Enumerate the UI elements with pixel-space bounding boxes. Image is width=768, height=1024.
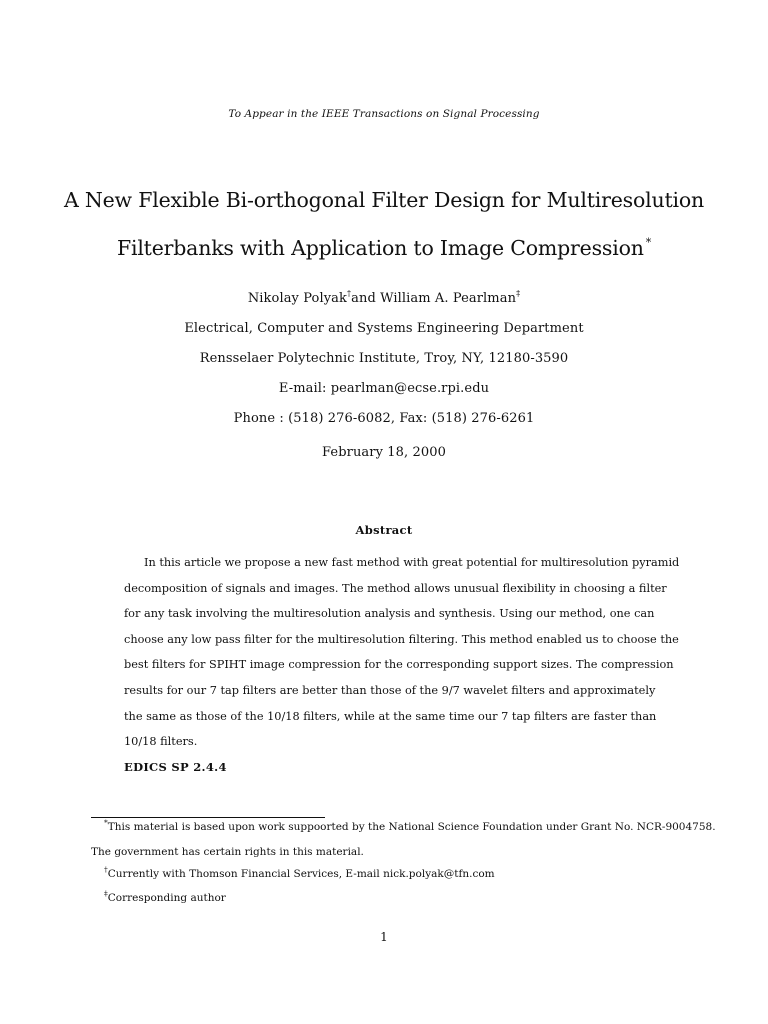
author-connector: and William A. Pearlman: [351, 291, 517, 306]
abstract-line: decomposition of signals and images. The method allows unusual flexibility in choosing a filter: [124, 582, 667, 595]
abstract-line: for any task involving the multiresolution analysis and synthesis. Using our method, one can: [124, 607, 655, 620]
abstract-line: best filters for SPIHT image compression for the corresponding support sizes. The compression: [124, 658, 674, 671]
contact-email: E-mail: pearlman@ecse.rpi.edu: [278, 381, 490, 396]
contact-phone: Phone : (518) 276-6082, Fax: (518) 276-6261: [233, 411, 535, 426]
edics-label: EDICS SP 2.4.4: [124, 760, 227, 774]
author-2-mark: ‡: [516, 289, 521, 298]
affiliation-department: Electrical, Computer and Systems Engineering Department: [184, 321, 584, 336]
abstract-line: the same as those of the 10/18 filters, while at the same time our 7 tap filters are faster than: [124, 710, 657, 723]
footnote-3: [104, 889, 226, 905]
author-1-mark: †: [347, 289, 352, 298]
author-line: [0, 291, 768, 306]
footnote-1-text: This material is based upon work suppoorted by the National Science Foundation under Grant No. NCR-9004758.: [107, 821, 716, 833]
page-number: 1: [380, 930, 388, 944]
title-footnote-mark: *: [645, 236, 652, 249]
footnote-1: [104, 818, 716, 834]
affiliation-institute: Rensselaer Polytechnic Institute, Troy, NY, 12180-3590: [199, 351, 569, 366]
author-1: Nikolay Polyak: [247, 291, 348, 306]
footnote-2-mark: †: [104, 865, 108, 874]
footnote-rule: [91, 817, 325, 818]
paper-title-line-1: A New Flexible Bi-orthogonal Filter Design for Multiresolution: [63, 188, 705, 212]
abstract-line: In this article we propose a new fast method with great potential for multiresolution pyramid: [144, 556, 680, 569]
footnote-1-continued: The government has certain rights in this material.: [91, 846, 364, 858]
footnote-3-text: Corresponding author: [107, 892, 226, 904]
abstract-line: results for our 7 tap filters are better than those of the 9/7 wavelet filters and approximately: [124, 684, 656, 697]
abstract-line: 10/18 filters.: [124, 735, 198, 748]
paper-date: February 18, 2000: [322, 445, 446, 460]
paper-title-line-2: [0, 236, 768, 260]
footnote-3-mark: ‡: [104, 889, 108, 898]
running-head: To Appear in the IEEE Transactions on Signal Processing: [228, 108, 540, 120]
abstract-line: choose any low pass filter for the multiresolution filtering. This method enabled us to choose the: [124, 633, 679, 646]
footnote-2: [104, 865, 495, 881]
footnote-1-mark: *: [104, 818, 108, 827]
footnote-2-text: Currently with Thomson Financial Services, E-mail nick.polyak@tfn.com: [107, 868, 495, 880]
abstract-heading: Abstract: [355, 523, 413, 537]
paper-title-line-2-text: Filterbanks with Application to Image Compression: [116, 236, 644, 260]
